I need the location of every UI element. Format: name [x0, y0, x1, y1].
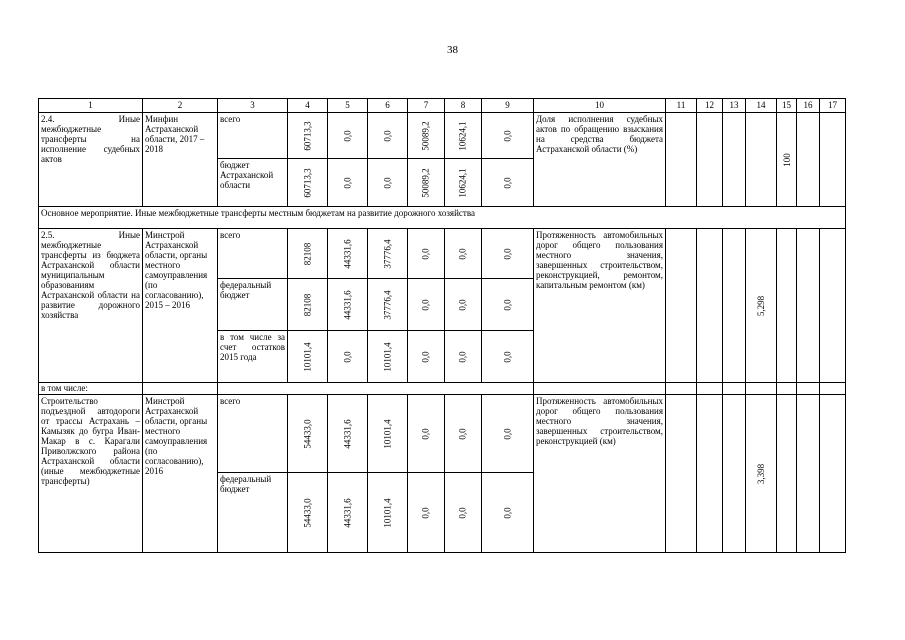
empty-cell — [218, 383, 534, 395]
header-cell: 14 — [746, 99, 777, 113]
value-cell: 0,0 — [368, 159, 408, 207]
table-row — [39, 113, 846, 159]
including-label: в том числе: — [39, 383, 143, 395]
empty-cell — [697, 395, 723, 553]
empty-cell — [697, 383, 723, 395]
value-cell: 54433,0 — [288, 473, 328, 553]
empty-cell — [797, 395, 820, 553]
value-cell: 37776,4 — [368, 279, 408, 331]
value-cell: 0,0 — [368, 113, 408, 159]
empty-cell — [746, 383, 777, 395]
measure-name: Строительство подъездной автодороги от трассы Астрахань – Камызяк до бугра Иван-Макар в с. Карагали Приволжского района Астраханской области (иные межбюджетные трансферты) — [39, 395, 143, 553]
table-row — [39, 383, 846, 395]
program-table — [38, 98, 846, 553]
empty-cell — [797, 229, 820, 383]
header-cell: 11 — [666, 99, 697, 113]
value-cell: 60713,3 — [288, 113, 328, 159]
value-cell: 10101,4 — [368, 331, 408, 383]
executor: Минфин Астраханской области, 2017 – 2018 — [143, 113, 218, 207]
empty-cell — [723, 113, 746, 207]
value-cell: 0,0 — [445, 395, 482, 473]
funding-source: в том числе за счет остатков 2015 года — [218, 331, 288, 383]
header-cell: 4 — [288, 99, 328, 113]
value-cell: 37776,4 — [368, 229, 408, 279]
empty-cell — [666, 113, 697, 207]
value-cell: 100 — [777, 113, 797, 207]
section-row — [39, 207, 846, 229]
value-cell: 0,0 — [482, 159, 534, 207]
header-cell: 15 — [777, 99, 797, 113]
value-cell: 0,0 — [328, 159, 368, 207]
value-cell: 10624,1 — [445, 159, 482, 207]
empty-cell — [820, 229, 846, 383]
value-cell: 50089,2 — [408, 113, 445, 159]
value-cell: 0,0 — [408, 473, 445, 553]
empty-cell — [666, 395, 697, 553]
funding-source: федеральный бюджет — [218, 279, 288, 331]
value-cell: 0,0 — [445, 331, 482, 383]
header-row — [39, 99, 846, 113]
empty-cell — [666, 383, 697, 395]
funding-source: федеральный бюджет — [218, 473, 288, 553]
value-cell: 0,0 — [482, 395, 534, 473]
value-cell: 0,0 — [482, 331, 534, 383]
empty-cell — [777, 395, 797, 553]
value-cell: 0,0 — [445, 279, 482, 331]
empty-cell — [697, 229, 723, 383]
funding-source: всего — [218, 229, 288, 279]
value-cell: 10101,4 — [368, 395, 408, 473]
header-cell: 3 — [218, 99, 288, 113]
header-cell: 10 — [534, 99, 666, 113]
funding-source: всего — [218, 113, 288, 159]
table-row — [39, 395, 846, 473]
value-cell: 0,0 — [328, 113, 368, 159]
empty-cell — [777, 229, 797, 383]
table-row — [39, 229, 846, 279]
header-cell: 17 — [820, 99, 846, 113]
value-cell: 0,0 — [408, 229, 445, 279]
empty-cell — [746, 113, 777, 207]
value-cell: 0,0 — [482, 229, 534, 279]
value-cell: 10101,4 — [368, 473, 408, 553]
value-cell: 0,0 — [482, 113, 534, 159]
empty-cell — [723, 395, 746, 553]
header-cell: 12 — [697, 99, 723, 113]
empty-cell — [534, 383, 666, 395]
header-cell: 5 — [328, 99, 368, 113]
indicator: Протяженность автомобильных дорог общего пользования местного значения, завершенных строительством, реконструкцией (км) — [534, 395, 666, 553]
empty-cell — [820, 395, 846, 553]
page-number: 38 — [447, 44, 458, 56]
executor: Минстрой Астраханской области, органы местного самоуправления (по согласованию), 2015 – 2016 — [143, 229, 218, 383]
indicator: Протяженность автомобильных дорог общего пользования местного значения, завершенных строительством, реконструкцией, ремонтом, капитальным ремонтом (км) — [534, 229, 666, 383]
header-cell: 9 — [482, 99, 534, 113]
empty-cell — [797, 383, 820, 395]
measure-name: 2.5. Иные межбюджетные трансферты из бюджета Астраханской области муниципальным образованиям Астраханской области на развитие дорожного хозяйства — [39, 229, 143, 383]
indicator: Доля исполнения судебных актов по обращению взыскания на средства бюджета Астраханской области (%) — [534, 113, 666, 207]
value-cell: 5,298 — [746, 229, 777, 383]
value-cell: 0,0 — [408, 331, 445, 383]
empty-cell — [723, 229, 746, 383]
header-cell: 6 — [368, 99, 408, 113]
funding-source: бюджет Астраханской области — [218, 159, 288, 207]
header-cell: 13 — [723, 99, 746, 113]
empty-cell — [820, 383, 846, 395]
value-cell: 54433,0 — [288, 395, 328, 473]
empty-cell — [777, 383, 797, 395]
header-cell: 7 — [408, 99, 445, 113]
header-cell: 8 — [445, 99, 482, 113]
empty-cell — [143, 383, 218, 395]
value-cell: 10101,4 — [288, 331, 328, 383]
value-cell: 10624,1 — [445, 113, 482, 159]
empty-cell — [723, 383, 746, 395]
empty-cell — [797, 113, 820, 207]
executor: Минстрой Астраханской области, органы местного самоуправления (по согласованию), 2016 — [143, 395, 218, 553]
value-cell: 44331,6 — [328, 229, 368, 279]
section-title: Основное мероприятие. Иные межбюджетные трансферты местным бюджетам на развитие дорожного хозяйства — [39, 207, 846, 229]
empty-cell — [820, 113, 846, 207]
value-cell: 0,0 — [445, 473, 482, 553]
empty-cell — [666, 229, 697, 383]
measure-name: 2.4. Иные межбюджетные трансферты на исполнение судебных актов — [39, 113, 143, 207]
value-cell: 82108 — [288, 279, 328, 331]
value-cell: 82108 — [288, 229, 328, 279]
funding-source: всего — [218, 395, 288, 473]
header-cell: 2 — [143, 99, 218, 113]
value-cell: 3,398 — [746, 395, 777, 553]
value-cell: 44331,6 — [328, 279, 368, 331]
value-cell: 44331,6 — [328, 395, 368, 473]
value-cell: 0,0 — [408, 279, 445, 331]
value-cell: 0,0 — [482, 279, 534, 331]
value-cell: 0,0 — [445, 229, 482, 279]
value-cell: 60713,3 — [288, 159, 328, 207]
header-cell: 16 — [797, 99, 820, 113]
value-cell: 0,0 — [408, 395, 445, 473]
value-cell: 0,0 — [482, 473, 534, 553]
empty-cell — [697, 113, 723, 207]
value-cell: 0,0 — [328, 331, 368, 383]
value-cell: 50089,2 — [408, 159, 445, 207]
value-cell: 44331,6 — [328, 473, 368, 553]
header-cell: 1 — [39, 99, 143, 113]
